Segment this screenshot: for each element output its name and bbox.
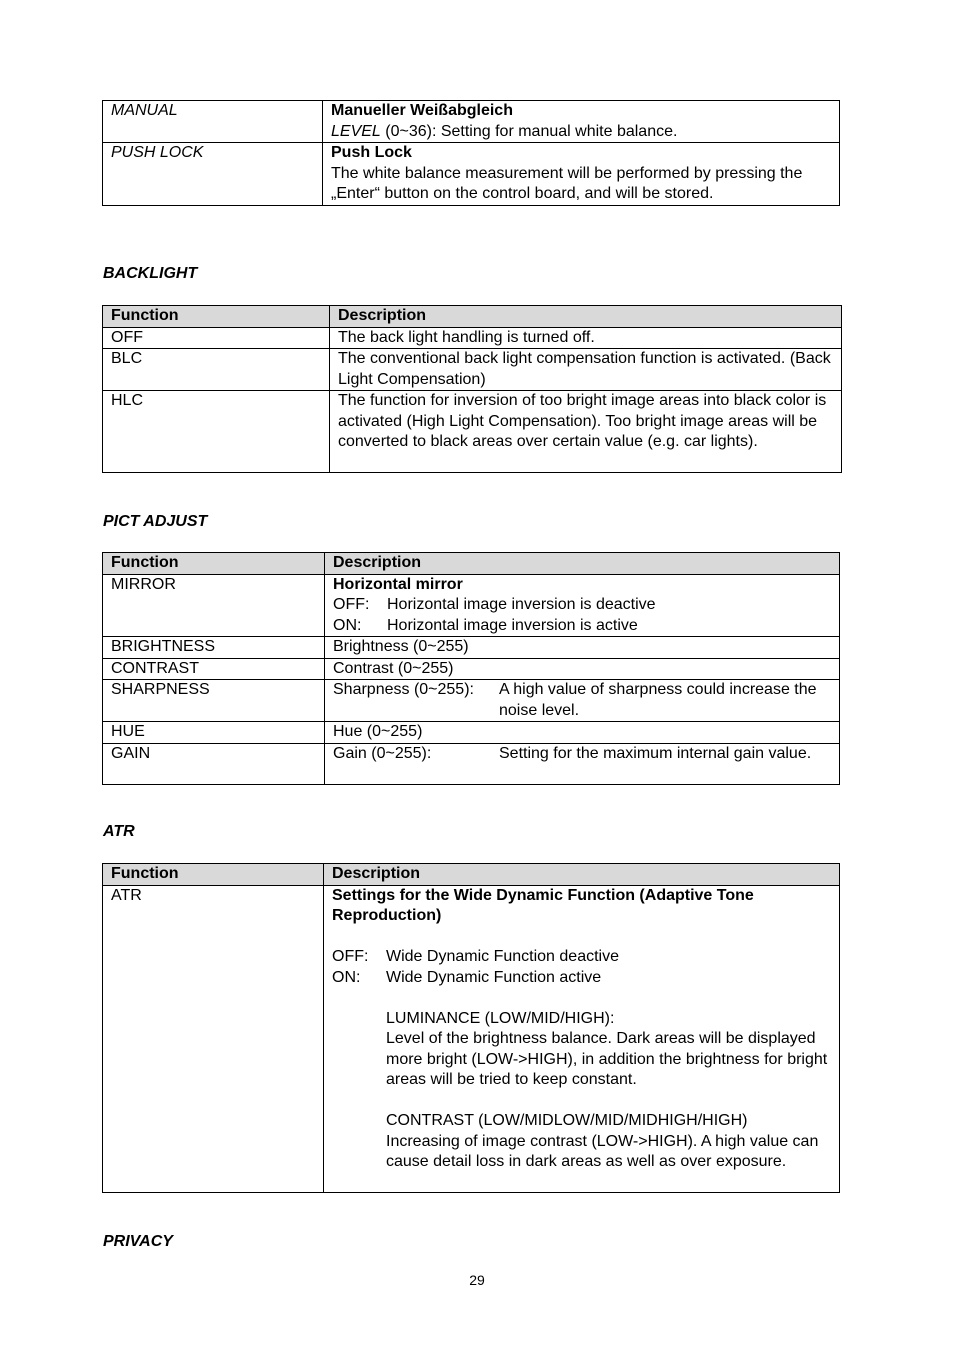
function-name: GAIN <box>103 743 325 784</box>
description-cell <box>325 680 840 722</box>
on-label: ON: <box>333 616 362 634</box>
white-balance-table <box>102 100 840 206</box>
row-description: Brightness (0~255) <box>325 637 840 659</box>
table-row <box>103 680 840 722</box>
description-cell <box>325 574 840 637</box>
page-number: 29 <box>469 1272 485 1288</box>
table-header <box>103 553 840 575</box>
table-row <box>103 391 842 473</box>
pict-adjust-table <box>102 552 840 785</box>
table-row <box>103 101 840 143</box>
row-title: Manueller Weißabgleich <box>331 102 513 119</box>
table-row <box>103 574 840 637</box>
table-header <box>103 864 840 886</box>
row-description: Setting for the maximum internal gain value. <box>499 744 812 762</box>
table-row <box>103 349 842 391</box>
atr-table <box>102 863 840 1193</box>
contrast-title: CONTRAST (LOW/MIDLOW/MID/MIDHIGH/HIGH) <box>386 1112 748 1129</box>
row-title: Horizontal mirror <box>333 575 463 593</box>
row-description: Contrast (0~255) <box>325 658 840 680</box>
function-name: MIRROR <box>103 574 325 637</box>
section-heading-pict-adjust: PICT ADJUST <box>103 513 208 530</box>
function-cell <box>103 143 323 206</box>
header-function: Function <box>103 864 324 886</box>
header-description: Description <box>325 553 840 575</box>
row-title: Push Lock <box>331 144 412 161</box>
section-heading-privacy: PRIVACY <box>103 1233 173 1250</box>
contrast-description: Increasing of image contrast (LOW->HIGH). A high value can cause detail loss in dark areas as well as over exposure. <box>386 1132 819 1170</box>
luminance-description: Level of the brightness balance. Dark areas will be displayed more bright (LOW->HIGH), in addition the brightness for bright areas will be tried to keep constant. <box>386 1030 828 1088</box>
table-row <box>103 143 840 206</box>
on-text: Horizontal image inversion is active <box>387 616 638 634</box>
table-row <box>103 637 840 659</box>
on-label: ON: <box>332 968 361 986</box>
function-name: PUSH LOCK <box>111 144 204 161</box>
function-name: BLC <box>103 349 330 391</box>
backlight-table <box>102 305 842 473</box>
row-description: The white balance measurement will be performed by pressing the „Enter“ button on the control board, and will be stored. <box>331 164 803 202</box>
table-row <box>103 885 840 1192</box>
off-text: Horizontal image inversion is deactive <box>387 596 656 613</box>
description-cell <box>323 143 840 206</box>
level-label: LEVEL <box>331 122 381 140</box>
function-name: MANUAL <box>111 102 178 119</box>
row-description: Hue (0~255) <box>325 722 840 744</box>
function-cell <box>103 101 323 143</box>
row-description: The function for inversion of too bright image areas into black color is activated (High Light Compensation). Too bright image areas will be converted to black areas over certain value (e.g. car lights). <box>330 391 842 473</box>
gain-label: Gain (0~255): <box>333 744 432 762</box>
table-row <box>103 658 840 680</box>
function-name: HLC <box>103 391 330 473</box>
function-name: OFF <box>103 327 330 349</box>
description-cell <box>323 101 840 143</box>
function-name: HUE <box>103 722 325 744</box>
off-text: Wide Dynamic Function deactive <box>386 948 619 965</box>
row-title: Settings for the Wide Dynamic Function (Adaptive Tone Reproduction) <box>332 886 754 924</box>
function-name: BRIGHTNESS <box>103 637 325 659</box>
row-description: A high value of sharpness could increase the noise level. <box>499 681 817 719</box>
header-description: Description <box>324 864 840 886</box>
function-name: SHARPNESS <box>103 680 325 722</box>
table-row <box>103 327 842 349</box>
description-cell <box>324 885 840 1192</box>
header-function: Function <box>103 553 325 575</box>
header-function: Function <box>103 306 330 328</box>
header-description: Description <box>330 306 842 328</box>
section-heading-backlight: BACKLIGHT <box>103 265 198 282</box>
on-text: Wide Dynamic Function active <box>386 968 602 986</box>
off-label: OFF: <box>332 948 369 965</box>
table-header <box>103 306 842 328</box>
row-description: The conventional back light compensation function is activated. (Back Light Compensation) <box>330 349 842 391</box>
row-description: The back light handling is turned off. <box>330 327 842 349</box>
section-heading-atr: ATR <box>103 823 135 840</box>
level-text: (0~36): Setting for manual white balance. <box>380 122 678 140</box>
off-label: OFF: <box>333 596 370 613</box>
table-row <box>103 722 840 744</box>
description-cell <box>325 743 840 784</box>
function-name: ATR <box>103 885 324 1192</box>
luminance-title: LUMINANCE (LOW/MID/HIGH): <box>386 1009 615 1027</box>
sharpness-label: Sharpness (0~255): <box>333 681 474 698</box>
function-name: CONTRAST <box>103 658 325 680</box>
table-row <box>103 743 840 784</box>
